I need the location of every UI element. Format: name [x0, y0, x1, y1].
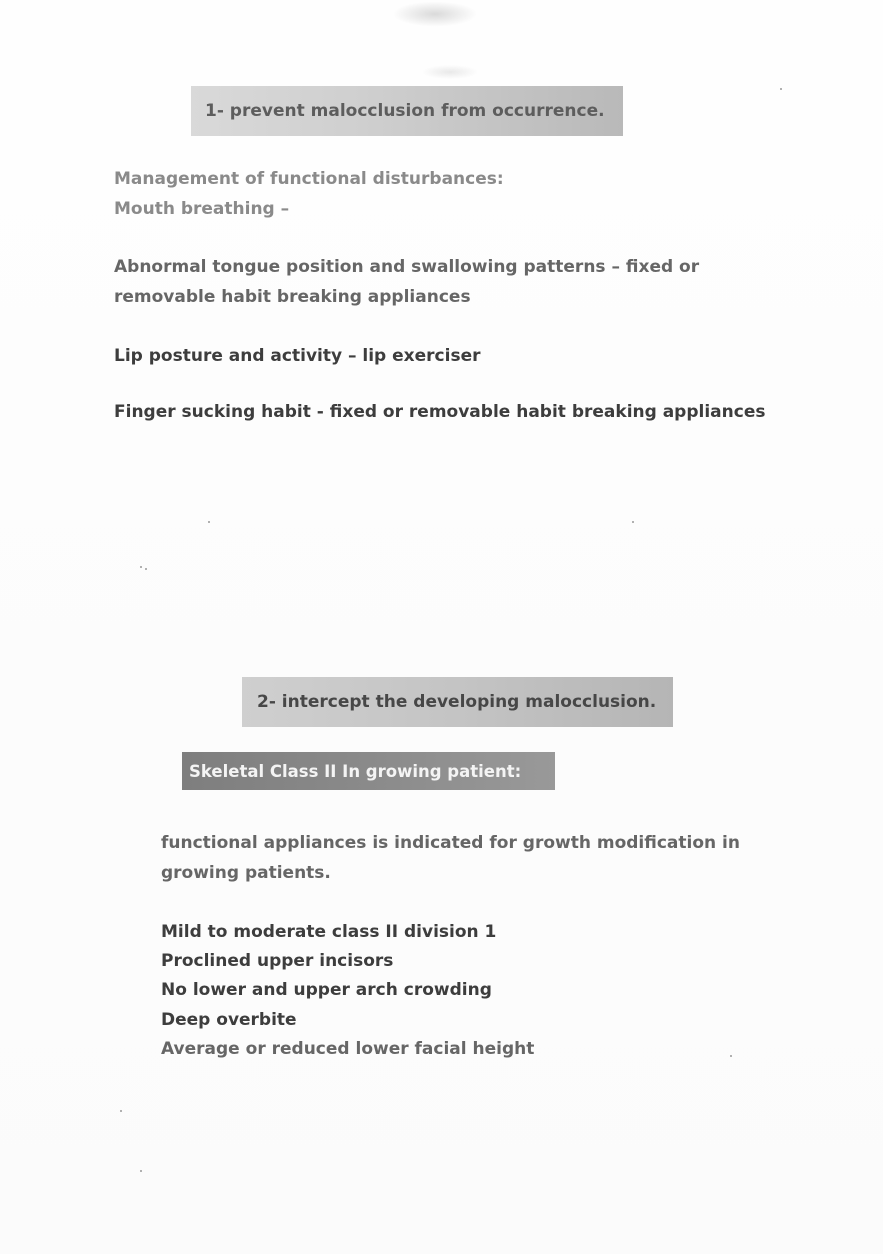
functional-appliances-line: functional appliances is indicated for growth modification in	[161, 833, 740, 853]
scan-speck	[120, 1110, 122, 1112]
scan-speck	[140, 566, 142, 568]
scan-speck	[730, 1055, 732, 1057]
section-2-heading-text: 2- intercept the developing malocclusion.	[257, 692, 657, 712]
lip-posture-line: Lip posture and activity – lip exerciser	[114, 346, 481, 366]
scan-speck	[780, 88, 782, 90]
functional-appliances-line-cont: growing patients.	[161, 863, 331, 883]
scan-speck	[140, 1170, 142, 1172]
section-2-heading	[242, 677, 673, 727]
tongue-position-line: Abnormal tongue position and swallowing patterns – fixed or	[114, 257, 700, 277]
indication-item: Deep overbite	[161, 1010, 297, 1030]
tongue-position-line-cont: removable habit breaking appliances	[114, 287, 471, 307]
indication-item: No lower and upper arch crowding	[161, 980, 492, 1000]
indication-item: Mild to moderate class II division 1	[161, 922, 497, 942]
finger-sucking-line: Finger sucking habit - fixed or removable habit breaking appliances	[114, 402, 766, 422]
scan-speck	[632, 521, 634, 523]
functional-disturbances-title: Management of functional disturbances:	[114, 169, 504, 189]
skeletal-class-ii-subheading	[182, 752, 555, 790]
section-1-heading	[191, 86, 623, 136]
indication-item: Proclined upper incisors	[161, 951, 394, 971]
skeletal-class-ii-subheading-text: Skeletal Class II In growing patient:	[189, 761, 522, 781]
scan-speck	[145, 568, 147, 570]
mouth-breathing-line: Mouth breathing –	[114, 199, 290, 219]
scan-speck	[208, 521, 210, 523]
indication-item: Average or reduced lower facial height	[161, 1039, 535, 1059]
section-1-heading-text: 1- prevent malocclusion from occurrence.	[205, 101, 605, 121]
